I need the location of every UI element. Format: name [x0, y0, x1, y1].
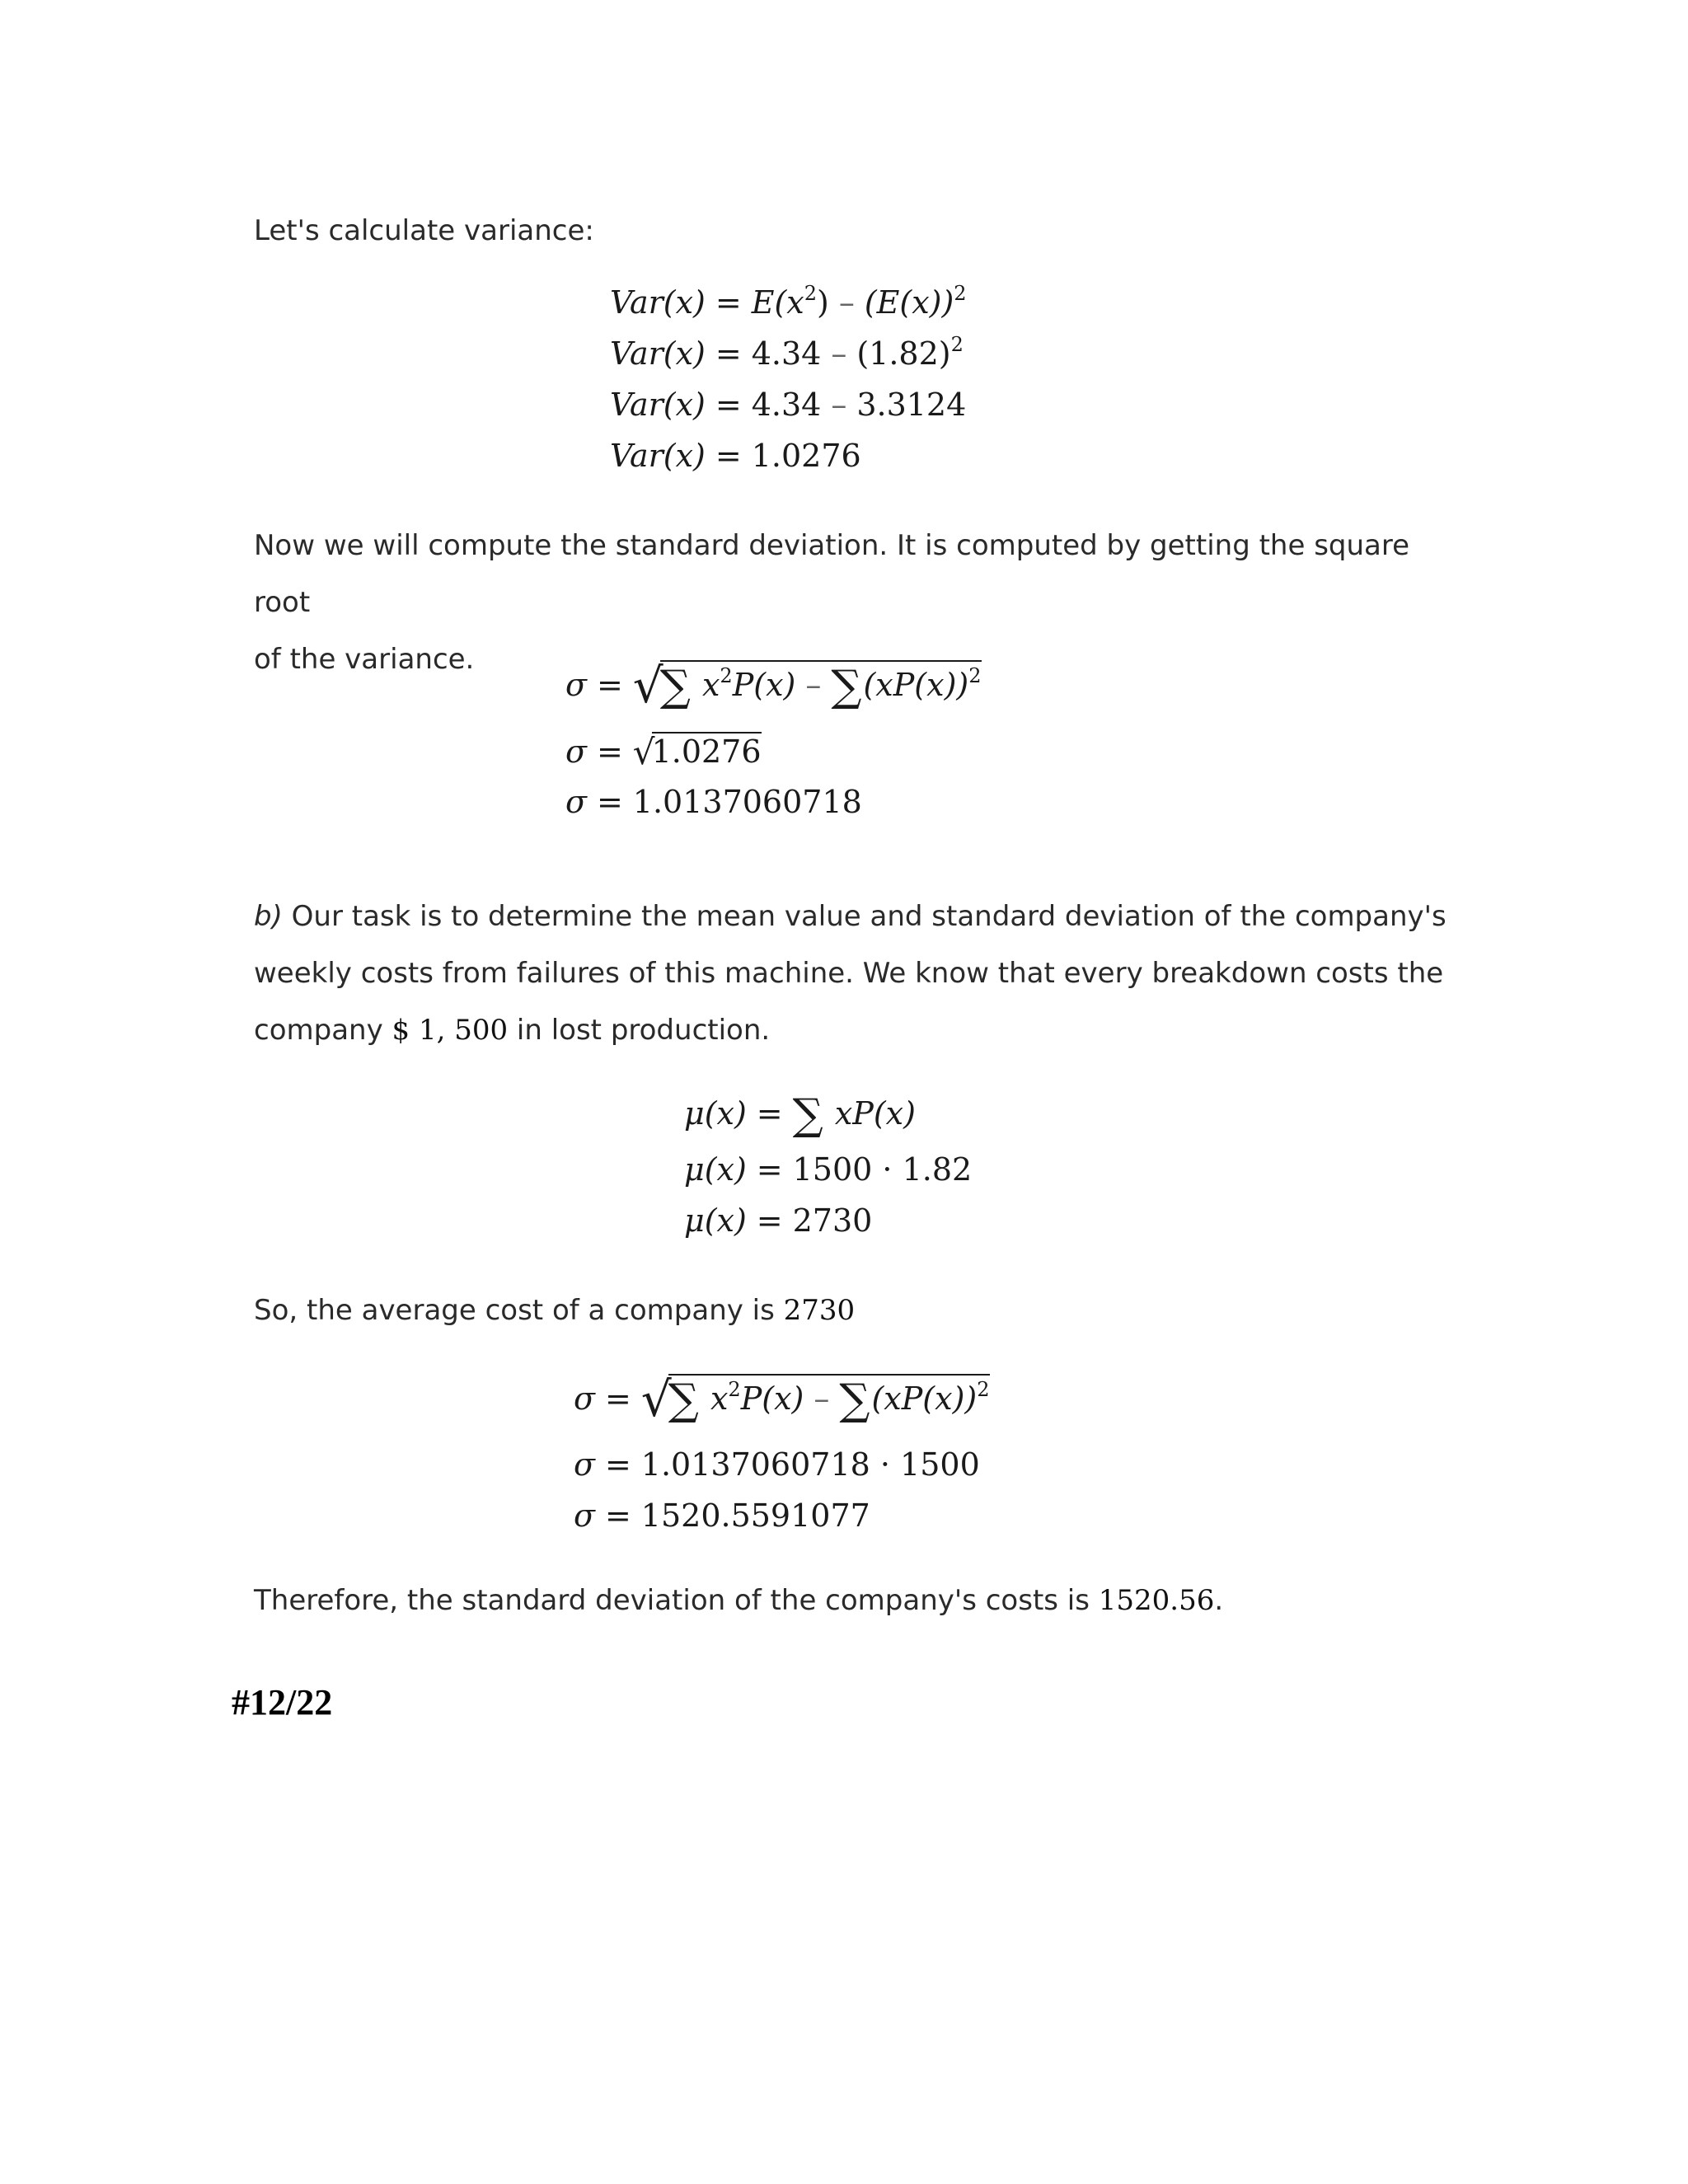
variance-line-2: $Var(x) = 4.34 - (1.82)^2$	[610, 333, 964, 372]
mean-line-2: μ(x) = 1500 · 1.82	[684, 1151, 973, 1188]
part-b-text: b) Our task is to determine the mean value and standard deviation of the company's weekly costs from failures of this machine. We know that every breakdown costs the company $ 1, 500 in lost production.	[254, 900, 1447, 1047]
std2-line-3: σ = 1520.5591077	[574, 1497, 870, 1534]
std-equations-1	[565, 659, 982, 827]
std1-line-3: σ = 1.0137060718	[565, 784, 862, 820]
variance-line-1: $Var(x) = E(x^2) - (E(x))^2$	[610, 282, 967, 321]
std-intro-text: Now we will compute the standard deviation. It is computed by getting the square root of the variance.	[254, 529, 1410, 676]
mean-line-1: μ(x) = ∑ xP(x)	[684, 1090, 916, 1140]
average-cost-text: So, the average cost of a company is 2730	[254, 1294, 856, 1327]
variance-line-3: Var(x) = 4.34 – 3.3124	[610, 387, 967, 423]
variance-line-4: Var(x) = 1.0276	[610, 438, 861, 474]
std2-line-2: σ = 1.0137060718 · 1500	[574, 1446, 980, 1483]
intro-text: Let's calculate variance:	[254, 214, 594, 247]
square-root: √∑ $x^2P(x) - \sum(xP(x))^2$	[640, 1371, 990, 1427]
variance-equations	[610, 277, 967, 481]
mean-line-3: μ(x) = 2730	[684, 1202, 873, 1239]
page-label: #12/22	[232, 1682, 333, 1722]
std1-line-2: σ = √1.0276	[565, 732, 762, 772]
conclusion-text: Therefore, the standard deviation of the company's costs is 1520.56.	[254, 1584, 1224, 1617]
std-equations-2	[574, 1373, 990, 1541]
square-root: √∑ $x^2P(x) - \sum(xP(x))^2$	[632, 658, 982, 714]
std1-line-1: σ = √∑ $x^2P(x) - \sum(xP(x))^2$	[565, 658, 982, 714]
mean-equations	[684, 1088, 972, 1246]
std2-line-1: σ = √∑ $x^2P(x) - \sum(xP(x))^2$	[574, 1371, 990, 1427]
